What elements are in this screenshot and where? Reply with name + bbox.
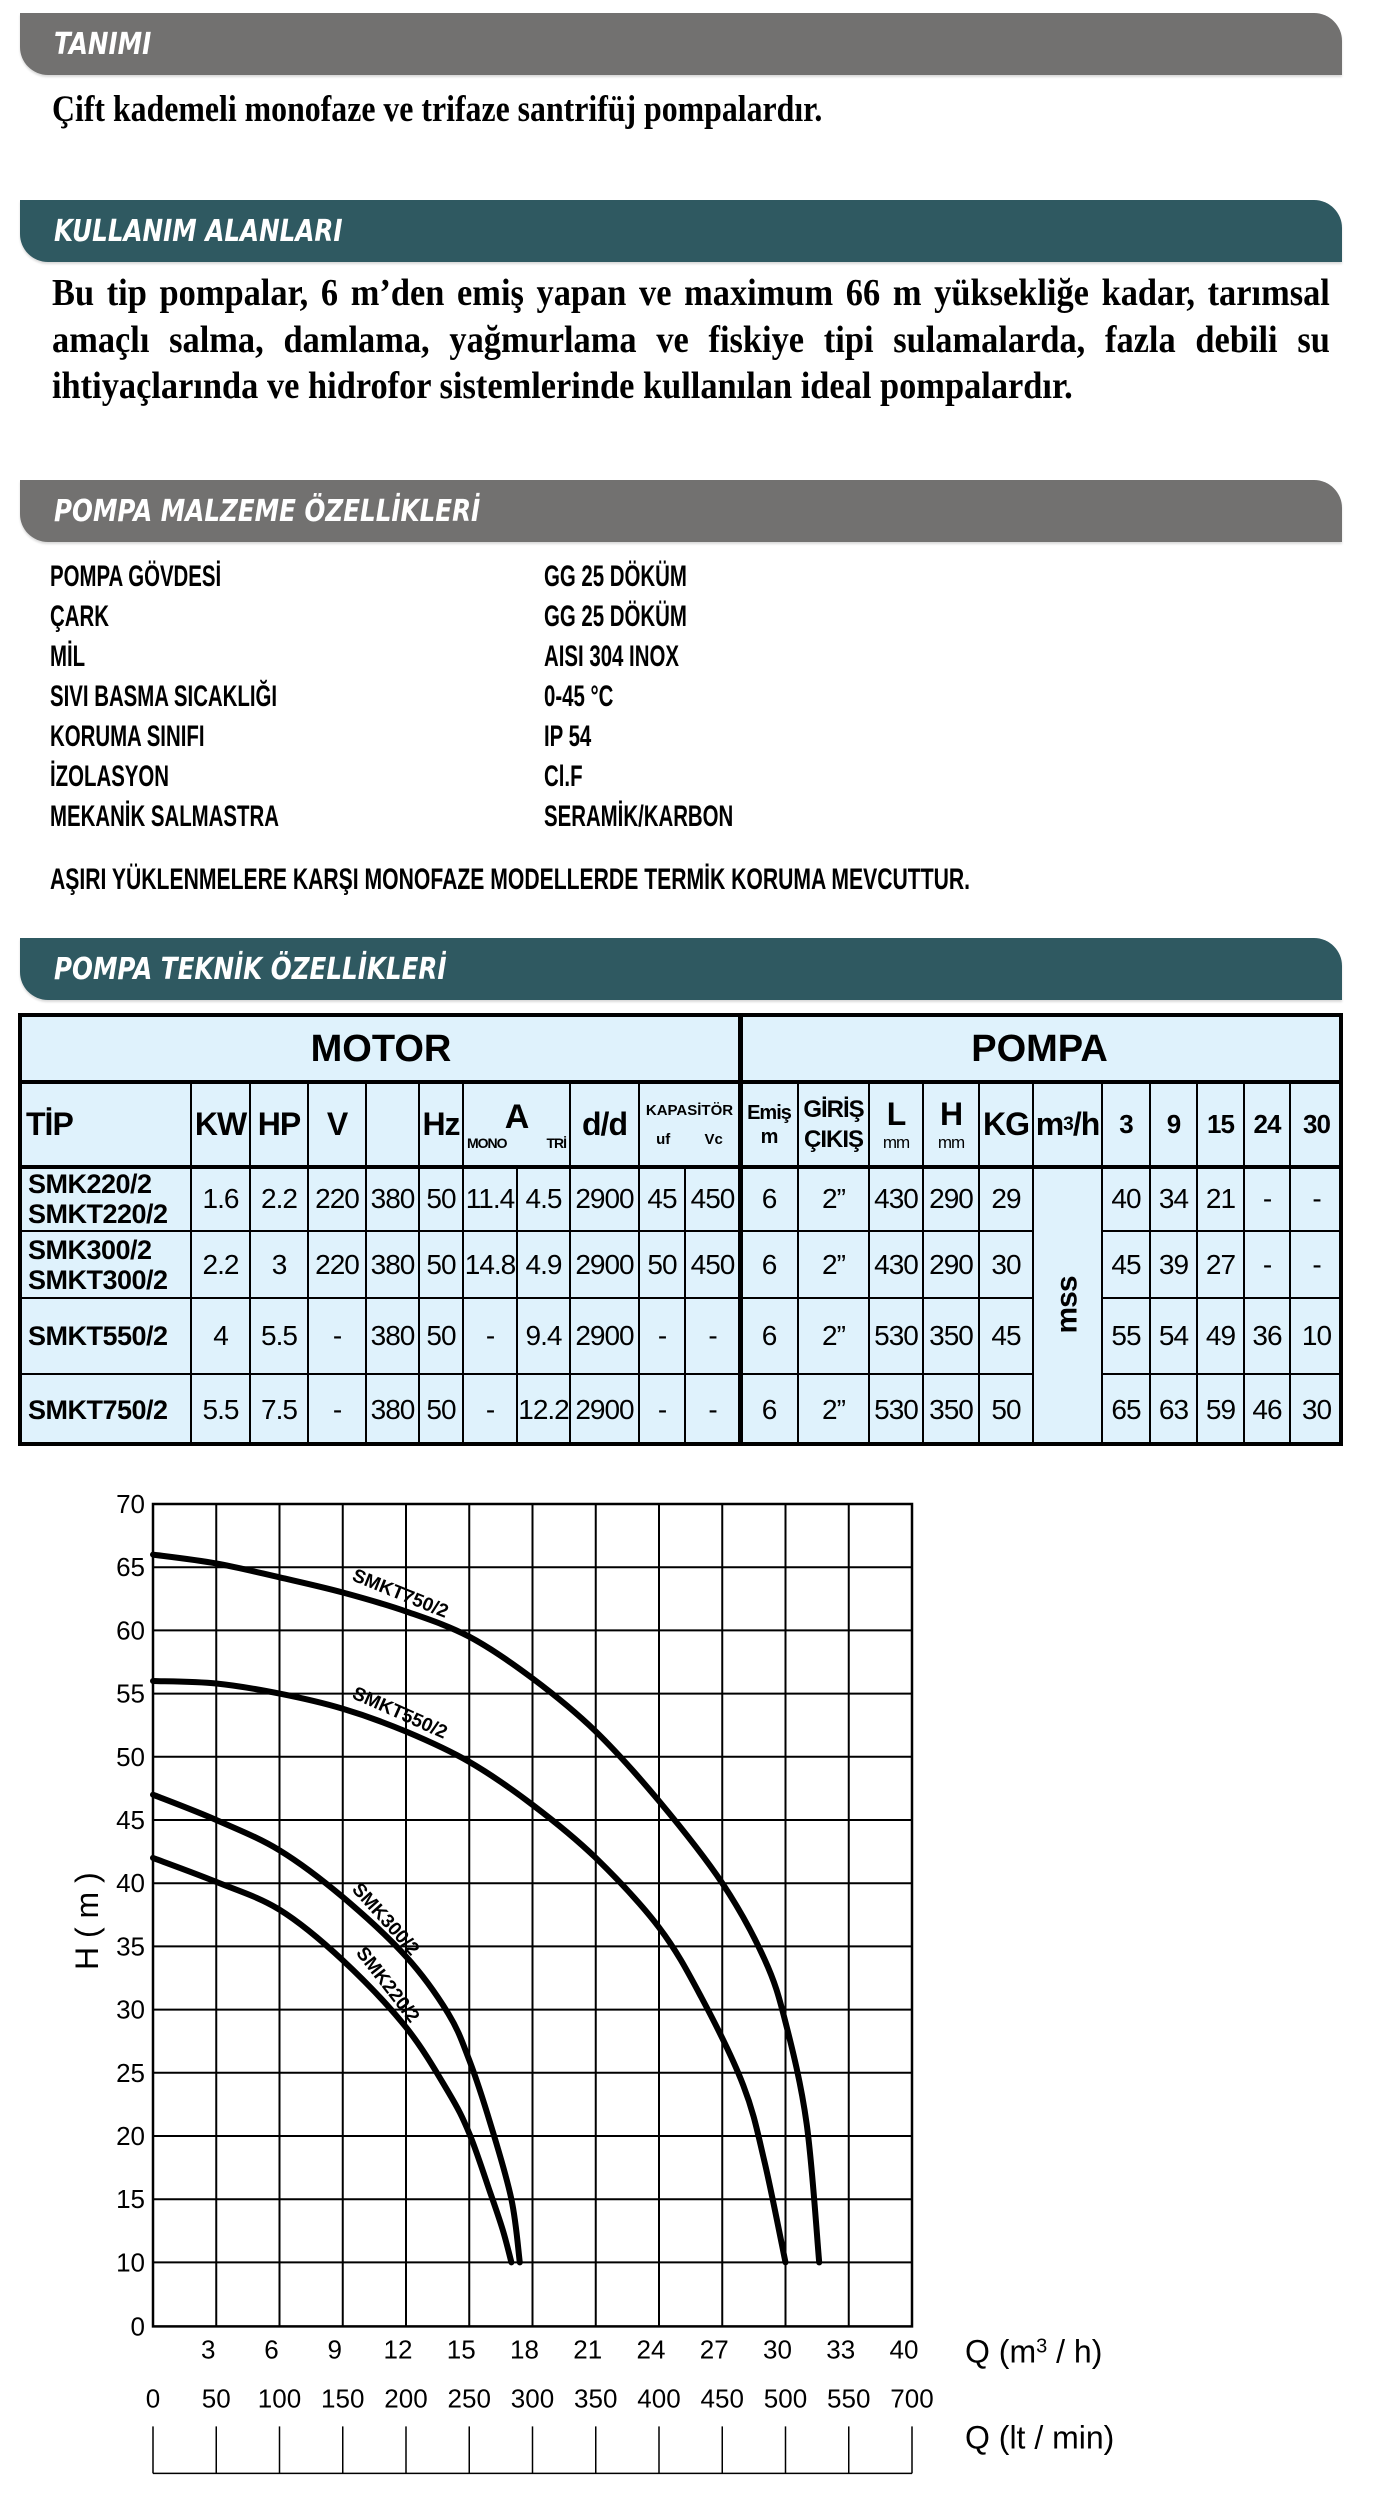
table-divider bbox=[1101, 1082, 1103, 1442]
description-text: Çift kademeli monofaze ve trifaze santrifüj pompalardır. bbox=[52, 89, 823, 130]
table-divider bbox=[868, 1082, 870, 1442]
cell-giris: 2” bbox=[822, 1394, 845, 1425]
x2-tick-label: 0 bbox=[145, 2383, 161, 2414]
cell-giris: 2” bbox=[822, 1183, 845, 1214]
cell-kg: 50 bbox=[991, 1394, 1021, 1425]
spec-label: MEKANİK SALMASTRA bbox=[50, 800, 279, 833]
cell-vc: - bbox=[708, 1320, 717, 1351]
x-tick-label: 3 bbox=[201, 2334, 216, 2365]
cell-head-at-flow: 40 bbox=[1111, 1183, 1141, 1214]
cell-head-at-flow: 39 bbox=[1158, 1248, 1189, 1280]
x2-tick-label: 350 bbox=[574, 2383, 618, 2414]
cell-vc: 450 bbox=[690, 1248, 735, 1280]
cell-h: 350 bbox=[929, 1394, 973, 1425]
cell-h: 290 bbox=[929, 1248, 973, 1280]
cell-head-at-flow: 63 bbox=[1158, 1394, 1189, 1425]
x-tick-label: 9 bbox=[327, 2334, 342, 2365]
x2-tick-label: 400 bbox=[637, 2383, 681, 2414]
cell-a_mono: - bbox=[485, 1320, 495, 1351]
cell-v3: 380 bbox=[370, 1320, 415, 1351]
col-header-flow-point: 3 bbox=[1119, 1109, 1133, 1139]
table-divider bbox=[418, 1082, 420, 1442]
col-header-flow: m 3 /h bbox=[1035, 1106, 1100, 1142]
y-tick-label: 20 bbox=[116, 2121, 145, 2151]
cell-vc: 450 bbox=[690, 1183, 735, 1214]
cell-hp: 3 bbox=[271, 1248, 287, 1280]
cell-v1: - bbox=[332, 1320, 342, 1351]
col-header-height bbox=[923, 1082, 979, 1167]
height-label: H bbox=[939, 1096, 963, 1132]
cell-h: 290 bbox=[929, 1183, 973, 1214]
cell-l: 430 bbox=[874, 1248, 918, 1280]
x-axis-title bbox=[965, 2333, 1102, 2369]
x-tick-label: 12 bbox=[383, 2334, 413, 2365]
cell-emis: 6 bbox=[761, 1394, 777, 1425]
cell-head-at-flow: 49 bbox=[1205, 1320, 1236, 1351]
table-divider bbox=[1289, 1082, 1291, 1442]
x-tick-label: 40 bbox=[889, 2334, 919, 2365]
col-header-v-tri bbox=[366, 1082, 419, 1167]
spec-label: İZOLASYON bbox=[50, 760, 170, 793]
col-header-capacitor bbox=[639, 1082, 740, 1167]
y-tick-label: 0 bbox=[130, 2311, 145, 2342]
col-header-length bbox=[869, 1082, 923, 1167]
table-divider bbox=[922, 1082, 924, 1442]
col-header-weight: KG bbox=[983, 1106, 1029, 1142]
cell-head-at-flow: 34 bbox=[1158, 1183, 1189, 1214]
cell-head-at-flow: 10 bbox=[1301, 1320, 1332, 1351]
table-divider bbox=[365, 1082, 367, 1442]
table-divider bbox=[797, 1082, 799, 1442]
cell-dd: 2900 bbox=[575, 1320, 634, 1351]
table-divider bbox=[1243, 1082, 1245, 1442]
y-tick-label: 30 bbox=[116, 1994, 145, 2025]
spec-label: SIVI BASMA SICAKLIĞI bbox=[50, 680, 278, 713]
curve-smk220-2 bbox=[153, 1858, 511, 2262]
cell-head-at-flow: - bbox=[1262, 1248, 1272, 1280]
cell-head-at-flow: 46 bbox=[1252, 1394, 1282, 1425]
cell-head-at-flow: 54 bbox=[1158, 1320, 1189, 1351]
table-divider bbox=[978, 1082, 980, 1442]
cell-v3: 380 bbox=[370, 1183, 415, 1214]
suction-label: Emiş bbox=[747, 1101, 791, 1124]
model-name: SMKT220/2 bbox=[28, 1199, 168, 1229]
cell-v3: 380 bbox=[370, 1248, 415, 1280]
section-title: TANIMI bbox=[54, 27, 152, 62]
performance-curve-chart bbox=[0, 1480, 1375, 2513]
x2-tick-label: 300 bbox=[510, 2383, 555, 2414]
cell-emis: 6 bbox=[761, 1320, 777, 1351]
cell-head-at-flow: 36 bbox=[1252, 1320, 1282, 1351]
cell-uf: 45 bbox=[647, 1183, 677, 1214]
table-divider bbox=[1196, 1082, 1198, 1442]
model-name: SMKT300/2 bbox=[28, 1264, 168, 1295]
col-header-flow-point: 9 bbox=[1166, 1109, 1181, 1139]
cell-hz: 50 bbox=[426, 1320, 456, 1351]
cell-l: 530 bbox=[874, 1320, 918, 1351]
table-divider bbox=[1102, 1297, 1339, 1299]
model-name: SMK300/2 bbox=[28, 1234, 152, 1265]
mss-label: mss bbox=[1050, 1275, 1084, 1334]
cell-kg: 29 bbox=[991, 1183, 1021, 1214]
thermal-protection-note: AŞIRI YÜKLENMELERE KARŞI MONOFAZE MODELLERDE TERMİK KORUMA MEVCUTTUR. bbox=[50, 863, 971, 896]
usage-text: Bu tip pompalar, 6 m’den emiş yapan ve maximum 66 m yüksekliğe kadar, tarımsal amaçlı salma, damlama, yağmurlama ve fiskiye tipi sulamalarda, fazla debili su ihtiyaçlarında ve hidrofor sistemlerinde kullanılan ideal pompalardır. bbox=[52, 272, 1330, 407]
col-header-rpm: d/d bbox=[582, 1106, 627, 1142]
x2-tick-label: 250 bbox=[447, 2383, 491, 2414]
x2-tick-label: 100 bbox=[257, 2383, 302, 2414]
y-tick-label: 65 bbox=[116, 1552, 145, 1583]
cell-head-at-flow: 65 bbox=[1111, 1394, 1141, 1425]
cell-kw: 1.6 bbox=[202, 1183, 239, 1214]
technical-specs-table bbox=[18, 1013, 1343, 1446]
section-title: POMPA MALZEME ÖZELLİKLERİ bbox=[54, 494, 481, 529]
chart-labels bbox=[69, 1489, 1114, 2455]
col-header-flow-point: 15 bbox=[1207, 1109, 1234, 1139]
curve-label: SMKT550/2 bbox=[349, 1683, 451, 1744]
col-header-v: V bbox=[326, 1106, 348, 1142]
y-tick-label: 10 bbox=[116, 2247, 145, 2278]
cell-dd: 2900 bbox=[575, 1248, 634, 1280]
col-header-kw: KW bbox=[194, 1106, 247, 1142]
cell-giris: 2” bbox=[822, 1320, 845, 1351]
x2-tick-label: 550 bbox=[827, 2383, 871, 2414]
inlet-label: GİRİŞ bbox=[803, 1095, 864, 1123]
spec-value: 0-45 °C bbox=[544, 680, 614, 713]
x2-tick-label: 50 bbox=[201, 2383, 231, 2414]
table-divider bbox=[22, 1297, 1033, 1299]
cell-a_tri: 4.9 bbox=[525, 1248, 562, 1280]
spec-label: MİL bbox=[50, 640, 86, 673]
x-tick-label: 24 bbox=[636, 2334, 666, 2365]
cell-head-at-flow: 45 bbox=[1111, 1248, 1141, 1280]
spec-value: IP 54 bbox=[544, 720, 592, 753]
spec-value: AISI 304 INOX bbox=[544, 640, 679, 673]
cell-uf: - bbox=[657, 1394, 667, 1425]
cell-v3: 380 bbox=[370, 1394, 415, 1425]
cell-kw: 4 bbox=[213, 1320, 228, 1351]
x-tick-label: 15 bbox=[446, 2334, 476, 2365]
cell-hp: 2.2 bbox=[261, 1183, 297, 1214]
y-tick-label: 70 bbox=[116, 1489, 145, 1519]
x-axis-title-part: Q (m bbox=[965, 2333, 1037, 2370]
model-name: SMKT750/2 bbox=[28, 1395, 168, 1425]
row-model bbox=[22, 1374, 191, 1446]
section-header-usage bbox=[20, 200, 1342, 262]
col-header-suction bbox=[740, 1082, 798, 1167]
curve-label: SMKT750/2 bbox=[349, 1565, 452, 1623]
y-tick-label: 25 bbox=[116, 2057, 145, 2088]
table-divider bbox=[190, 1082, 192, 1442]
cell-kg: 45 bbox=[991, 1320, 1021, 1351]
length-unit: mm bbox=[882, 1133, 910, 1152]
curve-label: SMK300/2 bbox=[347, 1879, 424, 1960]
table-divider bbox=[1102, 1373, 1339, 1375]
cell-emis: 6 bbox=[761, 1183, 777, 1214]
col-header-flow-point: 24 bbox=[1253, 1109, 1281, 1139]
cell-head-at-flow: - bbox=[1312, 1183, 1321, 1214]
x-tick-label: 21 bbox=[573, 2334, 603, 2365]
capacitor-vc-label: Vc bbox=[704, 1130, 723, 1148]
height-unit: mm bbox=[937, 1133, 965, 1152]
cell-hp: 7.5 bbox=[261, 1394, 297, 1425]
table-divider bbox=[516, 1167, 518, 1442]
outlet-label: ÇIKIŞ bbox=[803, 1125, 863, 1153]
y-tick-label: 60 bbox=[116, 1615, 145, 1646]
x2-tick-label: 700 bbox=[890, 2383, 934, 2414]
cell-dd: 2900 bbox=[575, 1183, 634, 1214]
section-title: KULLANIM ALANLARI bbox=[54, 214, 343, 249]
x-tick-label: 30 bbox=[763, 2334, 792, 2365]
cell-h: 350 bbox=[929, 1320, 973, 1351]
table-divider bbox=[462, 1082, 464, 1442]
cell-hz: 50 bbox=[426, 1183, 456, 1214]
cell-uf: - bbox=[657, 1320, 667, 1351]
spec-label: POMPA GÖVDESİ bbox=[50, 560, 222, 593]
curve-label: SMK220/2 bbox=[351, 1943, 424, 2027]
spec-value: GG 25 DÖKÜM bbox=[544, 600, 687, 633]
amp-sublabels bbox=[463, 1135, 570, 1151]
x-tick-label: 18 bbox=[510, 2334, 539, 2365]
spec-label: ÇARK bbox=[50, 600, 109, 633]
y-axis-title: H ( m ) bbox=[69, 1872, 105, 1970]
y-tick-label: 45 bbox=[116, 1805, 145, 1835]
cell-uf: 50 bbox=[647, 1248, 677, 1280]
table-divider bbox=[638, 1082, 640, 1442]
cell-a_mono: 14.8 bbox=[464, 1248, 516, 1280]
head-unit-label bbox=[1033, 1167, 1102, 1442]
cell-v1: 220 bbox=[315, 1248, 359, 1280]
x2-tick-label: 200 bbox=[384, 2383, 428, 2414]
suction-unit: m bbox=[760, 1125, 778, 1148]
cell-dd: 2900 bbox=[575, 1394, 634, 1425]
cell-kg: 30 bbox=[991, 1248, 1021, 1280]
x-tick-label: 33 bbox=[826, 2334, 856, 2365]
cell-hp: 5.5 bbox=[261, 1320, 297, 1351]
spec-label: KORUMA SINIFI bbox=[50, 720, 205, 753]
table-divider bbox=[249, 1082, 251, 1442]
amp-label: A bbox=[504, 1097, 529, 1136]
pompa-group-header: POMPA bbox=[971, 1028, 1108, 1070]
x2-axis-title: Q (lt / min) bbox=[965, 2419, 1115, 2456]
curve-smk300-2 bbox=[153, 1795, 520, 2263]
section-title: POMPA TEKNİK ÖZELLİKLERİ bbox=[54, 952, 447, 987]
table-divider bbox=[1102, 1230, 1339, 1232]
motor-group-header: MOTOR bbox=[310, 1028, 452, 1070]
cell-hz: 50 bbox=[426, 1394, 456, 1425]
curve-smkt750-2 bbox=[153, 1555, 819, 2263]
cell-a_mono: 11.4 bbox=[465, 1183, 515, 1214]
cell-head-at-flow: - bbox=[1262, 1183, 1272, 1214]
length-label: L bbox=[886, 1096, 906, 1132]
table-divider bbox=[1032, 1082, 1034, 1442]
cell-head-at-flow: 30 bbox=[1301, 1394, 1332, 1425]
x-tick-label: 27 bbox=[699, 2334, 729, 2365]
table-divider bbox=[22, 1373, 1033, 1375]
cell-v1: - bbox=[332, 1394, 342, 1425]
cell-v1: 220 bbox=[315, 1183, 359, 1214]
chart-curves bbox=[153, 1555, 819, 2263]
model-name: SMKT550/2 bbox=[28, 1321, 168, 1351]
col-header-flow-point: 30 bbox=[1303, 1109, 1330, 1139]
cell-a_mono: - bbox=[485, 1394, 495, 1425]
model-name: SMK220/2 bbox=[28, 1169, 152, 1199]
table-divider bbox=[307, 1082, 309, 1442]
col-header-hp: HP bbox=[257, 1106, 301, 1142]
section-header-technical bbox=[20, 938, 1342, 1000]
table-divider bbox=[684, 1167, 686, 1442]
y-tick-label: 35 bbox=[116, 1931, 145, 1962]
y-tick-label: 50 bbox=[116, 1741, 145, 1772]
row-model bbox=[22, 1231, 191, 1298]
table-divider bbox=[569, 1082, 571, 1442]
col-header-amp bbox=[463, 1082, 570, 1167]
col-header-tip: TİP bbox=[26, 1106, 73, 1142]
x2-tick-label: 500 bbox=[763, 2383, 808, 2414]
cell-vc: - bbox=[708, 1394, 717, 1425]
x-tick-label: 6 bbox=[264, 2334, 279, 2365]
cell-head-at-flow: 27 bbox=[1205, 1248, 1236, 1280]
col-header-inlet-outlet bbox=[798, 1082, 869, 1167]
table-divider bbox=[22, 1230, 1033, 1232]
cell-emis: 6 bbox=[761, 1248, 777, 1280]
table-divider bbox=[1149, 1082, 1151, 1442]
capacitor-uf-label: uf bbox=[656, 1130, 671, 1148]
cell-a_tri: 9.4 bbox=[525, 1320, 562, 1351]
cell-head-at-flow: 55 bbox=[1111, 1320, 1141, 1351]
cell-giris: 2” bbox=[822, 1248, 845, 1280]
cell-l: 530 bbox=[874, 1394, 918, 1425]
chart-grid bbox=[153, 1504, 912, 2473]
row-model bbox=[22, 1167, 191, 1231]
cell-head-at-flow: 59 bbox=[1205, 1394, 1236, 1425]
cell-head-at-flow: - bbox=[1312, 1248, 1321, 1280]
x-axis-title-sup: 3 bbox=[1036, 2335, 1048, 2358]
cell-a_tri: 4.5 bbox=[525, 1183, 562, 1214]
spec-value: SERAMİK/KARBON bbox=[544, 800, 734, 833]
cell-kw: 5.5 bbox=[202, 1394, 239, 1425]
col-header-hz: Hz bbox=[422, 1106, 460, 1142]
x-axis-title-part: / h) bbox=[1047, 2333, 1103, 2370]
section-header-materials bbox=[20, 480, 1342, 542]
amp-mono-label: MONO bbox=[467, 1134, 507, 1151]
spec-value: GG 25 DÖKÜM bbox=[544, 560, 687, 593]
section-header-tanim bbox=[20, 13, 1342, 75]
capacitor-label: KAPASİTÖR bbox=[645, 1101, 734, 1119]
cell-l: 430 bbox=[874, 1183, 918, 1214]
y-tick-label: 15 bbox=[116, 2184, 145, 2215]
cell-kw: 2.2 bbox=[202, 1248, 239, 1280]
y-tick-label: 40 bbox=[116, 1868, 145, 1899]
row-model bbox=[22, 1298, 191, 1374]
spec-value: Cl.F bbox=[544, 760, 583, 793]
y-tick-label: 55 bbox=[116, 1678, 145, 1709]
x2-tick-label: 150 bbox=[321, 2383, 365, 2414]
capacitor-sublabels bbox=[639, 1131, 740, 1148]
cell-hz: 50 bbox=[426, 1248, 456, 1280]
cell-a_tri: 12.2 bbox=[518, 1394, 569, 1425]
amp-tri-label: TRİ bbox=[546, 1134, 566, 1151]
x2-tick-label: 450 bbox=[700, 2383, 744, 2414]
cell-head-at-flow: 21 bbox=[1205, 1183, 1236, 1214]
